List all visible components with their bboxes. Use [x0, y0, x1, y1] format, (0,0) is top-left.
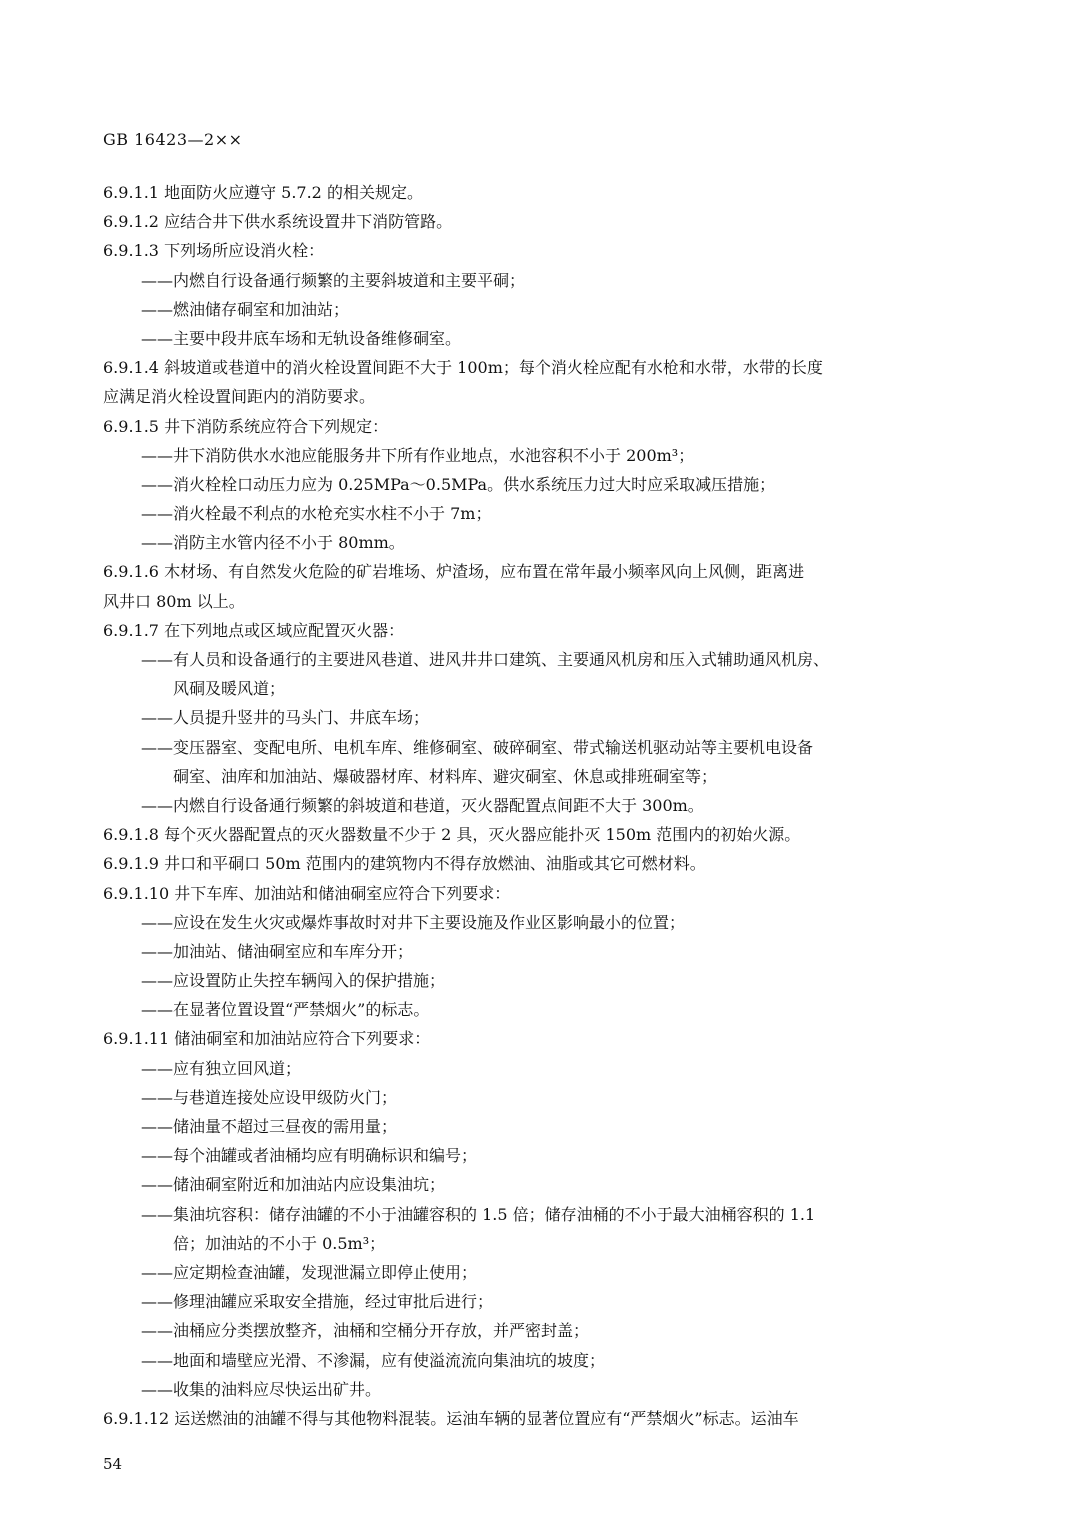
- clause-line: 6.9.1.10 井下车库、加油站和储油硐室应符合下列要求：: [103, 883, 511, 903]
- clause-line: 6.9.1.3 下列场所应设消火栓：: [103, 241, 325, 261]
- list-item-line: ——在显著位置设置“严禁烟火”的标志。: [141, 1000, 430, 1020]
- list-item-line: 倍；加油站的不小于 0.5m³；: [173, 1233, 386, 1253]
- list-item-line: 风硐及暖风道；: [173, 679, 286, 699]
- list-item-line: ——井下消防供水水池应能服务井下所有作业地点，水池容积不小于 200m³；: [141, 445, 695, 465]
- page-number: 54: [103, 1455, 123, 1473]
- clause-line: 6.9.1.4 斜坡道或巷道中的消火栓设置间距不大于 100m；每个消火栓应配有水枪和水带，水带的长度: [103, 358, 823, 378]
- list-item-line: ——变压器室、变配电所、电机车库、维修硐室、破碎硐室、带式输送机驱动站等主要机电设备: [141, 737, 814, 757]
- list-item-line: ——集油坑容积：储存油罐的不小于油罐容积的 1.5 倍；储存油桶的不小于最大油桶容积的 1.1: [141, 1204, 816, 1224]
- list-item-line: ——与巷道连接处应设甲级防火门；: [141, 1087, 398, 1107]
- list-item-line: ——消火栓最不利点的水枪充实水柱不小于 7m；: [141, 504, 492, 524]
- list-item-line: ——储油量不超过三昼夜的需用量；: [141, 1117, 398, 1136]
- list-item-line: ——每个油罐或者油桶均应有明确标识和编号；: [141, 1146, 478, 1166]
- list-item-line: ——应定期检查油罐，发现泄漏立即停止使用；: [141, 1262, 478, 1282]
- clause-line: 应满足消火栓设置间距内的消防要求。: [103, 387, 376, 407]
- list-item-line: ——内燃自行设备通行频繁的斜坡道和巷道，灭火器配置点间距不大于 300m。: [141, 795, 704, 815]
- list-item-line: ——应设在发生火灾或爆炸事故时对井下主要设施及作业区影响最小的位置；: [141, 912, 686, 932]
- clause-line: 6.9.1.9 井口和平硐口 50m 范围内的建筑物内不得存放燃油、油脂或其它可燃材料。: [103, 854, 706, 874]
- list-item-line: ——加油站、储油硐室应和车库分开；: [141, 941, 414, 961]
- list-item-line: 硐室、油库和加油站、爆破器材库、材料库、避灾硐室、休息或排班硐室等；: [173, 766, 718, 786]
- clause-line: 6.9.1.12 运送燃油的油罐不得与其他物料混装。运油车辆的显著位置应有“严禁烟火”标志。运油车: [103, 1408, 799, 1428]
- document-code: GB 16423—2××: [103, 130, 243, 149]
- list-item-line: ——应设置防止失控车辆闯入的保护措施；: [141, 971, 446, 991]
- list-item-line: ——消防主水管内径不小于 80mm。: [141, 533, 405, 553]
- list-item-line: ——修理油罐应采取安全措施，经过审批后进行；: [141, 1292, 494, 1312]
- clause-line: 6.9.1.5 井下消防系统应符合下列规定：: [103, 416, 389, 436]
- list-item-line: ——内燃自行设备通行频繁的主要斜坡道和主要平硐；: [141, 270, 526, 290]
- list-item-line: ——消火栓栓口动压力应为 0.25MPa～0.5MPa。供水系统压力过大时应采取减压措施；: [141, 474, 776, 494]
- list-item-line: ——应有独立回风道；: [141, 1058, 302, 1078]
- list-item-line: ——收集的油料应尽快运出矿井。: [141, 1379, 382, 1399]
- list-item-line: ——燃油储存硐室和加油站；: [141, 299, 350, 319]
- clause-line: 6.9.1.6 木材场、有自然发火危险的矿岩堆场、炉渣场，应布置在常年最小频率风向上风侧，距离进: [103, 562, 805, 582]
- list-item-line: ——地面和墙壁应光滑、不渗漏，应有使溢流流向集油坑的坡度；: [141, 1350, 606, 1370]
- clause-line: 风井口 80m 以上。: [103, 591, 245, 611]
- list-item-line: ——有人员和设备通行的主要进风巷道、进风井井口建筑、主要通风机房和压入式辅助通风机房、: [141, 650, 830, 669]
- clause-line: 6.9.1.2 应结合井下供水系统设置井下消防管路。: [103, 212, 453, 232]
- list-item-line: ——主要中段井底车场和无轨设备维修硐室。: [141, 328, 462, 348]
- list-item-line: ——储油硐室附近和加油站内应设集油坑；: [141, 1175, 446, 1195]
- list-item-line: ——油桶应分类摆放整齐，油桶和空桶分开存放，并严密封盖；: [141, 1321, 590, 1341]
- clause-line: 6.9.1.7 在下列地点或区域应配置灭火器：: [103, 620, 405, 640]
- clause-line: 6.9.1.8 每个灭火器配置点的灭火器数量不少于 2 具，灭火器应能扑灭 150m 范围内的初始火源。: [103, 825, 801, 845]
- list-item-line: ——人员提升竖井的马头门、井底车场；: [141, 708, 430, 728]
- document-body: [103, 178, 943, 1433]
- clause-line: 6.9.1.11 储油硐室和加油站应符合下列要求：: [103, 1029, 431, 1049]
- clause-line: 6.9.1.1 地面防火应遵守 5.7.2 的相关规定。: [103, 183, 423, 202]
